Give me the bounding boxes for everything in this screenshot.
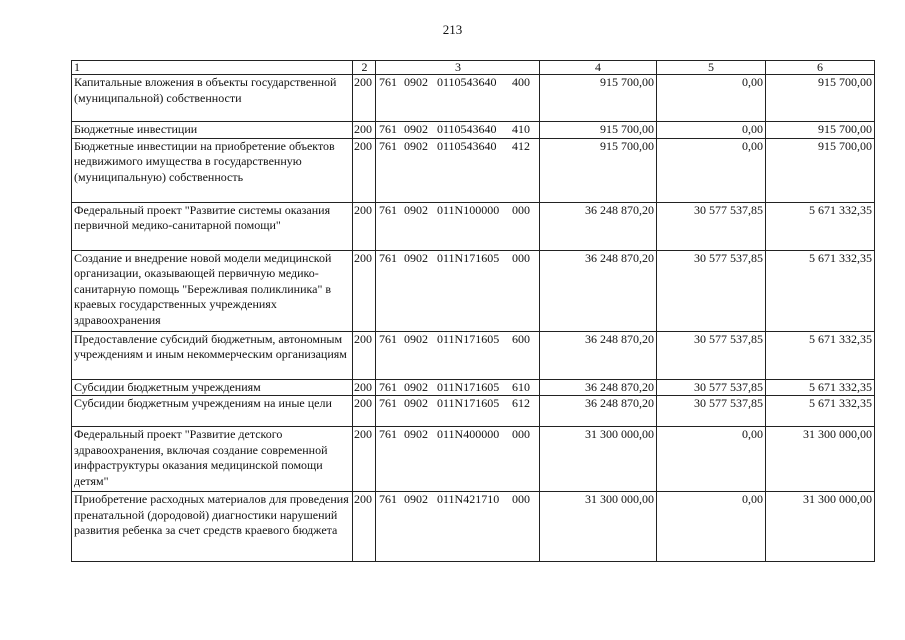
row-amount-federal: 30 577 537,85 [657, 396, 766, 427]
row-code-chapter: 200 [353, 396, 376, 427]
row-code-chapter: 200 [353, 122, 376, 139]
row-amount-federal: 30 577 537,85 [657, 331, 766, 379]
row-name: Бюджетные инвестиции [72, 122, 353, 139]
code-part-3: 011N421710 [437, 492, 500, 507]
header-col-5: 5 [657, 61, 766, 75]
code-part-2: 0902 [404, 379, 428, 394]
row-amount-total: 31 300 000,00 [540, 427, 657, 492]
row-name: Субсидии бюджетным учреждениям на иные цели [72, 396, 353, 427]
row-classification-code [376, 331, 540, 379]
row-amount-regional: 915 700,00 [766, 122, 875, 139]
row-amount-total: 915 700,00 [540, 75, 657, 122]
row-amount-total: 36 248 870,20 [540, 331, 657, 379]
code-part-3: 011N400000 [437, 427, 500, 442]
row-name: Бюджетные инвестиции на приобретение объектов недвижимого имущества в государственную (муниципальную) собственность [72, 138, 353, 202]
row-amount-regional: 5 671 332,35 [766, 396, 875, 427]
code-part-2: 0902 [404, 331, 428, 346]
table-row [72, 331, 875, 379]
header-col-6: 6 [766, 61, 875, 75]
budget-table [71, 60, 875, 562]
code-part-3: 011N171605 [437, 379, 500, 394]
code-part-1: 761 [379, 75, 397, 89]
code-part-1: 761 [379, 379, 397, 394]
code-part-2: 0902 [404, 250, 428, 265]
code-part-2: 0902 [404, 396, 428, 411]
code-part-4: 000 [512, 202, 530, 217]
code-part-4: 412 [512, 138, 530, 153]
row-classification-code [376, 492, 540, 562]
row-classification-code [376, 122, 540, 139]
code-part-4: 000 [512, 492, 530, 507]
row-code-chapter: 200 [353, 427, 376, 492]
row-name: Предоставление субсидий бюджетным, автономным учреждениям и иным некоммерческим организациям [72, 331, 353, 379]
row-amount-total: 915 700,00 [540, 138, 657, 202]
table-row [72, 122, 875, 139]
header-col-4: 4 [540, 61, 657, 75]
row-classification-code [376, 396, 540, 427]
table-row [72, 396, 875, 427]
code-part-1: 761 [379, 331, 397, 346]
code-part-2: 0902 [404, 202, 428, 217]
row-amount-federal: 30 577 537,85 [657, 202, 766, 250]
row-amount-regional: 31 300 000,00 [766, 427, 875, 492]
code-part-3: 011N171605 [437, 396, 500, 411]
code-part-2: 0902 [404, 427, 428, 442]
code-part-1: 761 [379, 250, 397, 265]
code-part-2: 0902 [404, 122, 428, 136]
code-part-3: 0110543640 [437, 138, 497, 153]
row-amount-total: 31 300 000,00 [540, 492, 657, 562]
header-col-1: 1 [72, 61, 353, 75]
row-amount-federal: 0,00 [657, 75, 766, 122]
row-amount-regional: 5 671 332,35 [766, 202, 875, 250]
row-name: Приобретение расходных материалов для проведения пренатальной (дородовой) диагностики нарушений развития ребенка за счет средств краевого бюджета [72, 492, 353, 562]
code-part-2: 0902 [404, 138, 428, 153]
code-part-3: 011N171605 [437, 331, 500, 346]
row-amount-federal: 0,00 [657, 492, 766, 562]
code-part-2: 0902 [404, 75, 428, 89]
table-row [72, 250, 875, 331]
code-part-1: 761 [379, 396, 397, 411]
row-amount-total: 36 248 870,20 [540, 379, 657, 396]
row-name: Федеральный проект "Развитие детского здравоохранения, включая создание современной инфраструктуры оказания медицинской помощи детям" [72, 427, 353, 492]
table-row [72, 492, 875, 562]
row-amount-regional: 31 300 000,00 [766, 492, 875, 562]
row-classification-code [376, 138, 540, 202]
row-classification-code [376, 202, 540, 250]
row-amount-federal: 0,00 [657, 138, 766, 202]
row-code-chapter: 200 [353, 379, 376, 396]
row-amount-federal: 0,00 [657, 122, 766, 139]
row-name: Федеральный проект "Развитие системы оказания первичной медико-санитарной помощи" [72, 202, 353, 250]
code-part-1: 761 [379, 427, 397, 442]
table-row [72, 202, 875, 250]
row-code-chapter: 200 [353, 250, 376, 331]
code-part-4: 612 [512, 396, 530, 411]
row-amount-total: 915 700,00 [540, 122, 657, 139]
code-part-4: 600 [512, 331, 530, 346]
row-classification-code [376, 250, 540, 331]
row-amount-regional: 5 671 332,35 [766, 331, 875, 379]
row-classification-code [376, 427, 540, 492]
code-part-1: 761 [379, 122, 397, 136]
code-part-3: 011N100000 [437, 202, 500, 217]
code-part-4: 610 [512, 379, 530, 394]
row-amount-federal: 30 577 537,85 [657, 379, 766, 396]
table-row [72, 427, 875, 492]
row-code-chapter: 200 [353, 202, 376, 250]
row-code-chapter: 200 [353, 492, 376, 562]
row-name: Капитальные вложения в объекты государственной (муниципальной) собственности [72, 75, 353, 122]
code-part-4: 000 [512, 250, 530, 265]
row-amount-total: 36 248 870,20 [540, 396, 657, 427]
header-row [72, 61, 875, 75]
code-part-4: 400 [512, 75, 530, 89]
code-part-1: 761 [379, 202, 397, 217]
row-name: Создание и внедрение новой модели медицинской организации, оказывающей первичную медико-санитарную помощь "Бережливая поликлиника" в краевых государственных учреждениях здравоохранения [72, 250, 353, 331]
code-part-3: 0110543640 [437, 75, 497, 89]
row-code-chapter: 200 [353, 75, 376, 122]
page-number: 213 [442, 22, 463, 37]
row-code-chapter: 200 [353, 138, 376, 202]
code-part-1: 761 [379, 138, 397, 153]
code-part-2: 0902 [404, 492, 428, 507]
table-row [72, 379, 875, 396]
table-row [72, 138, 875, 202]
code-part-4: 410 [512, 122, 530, 136]
row-name: Субсидии бюджетным учреждениям [72, 379, 353, 396]
code-part-3: 0110543640 [437, 122, 497, 136]
row-amount-total: 36 248 870,20 [540, 202, 657, 250]
row-amount-total: 36 248 870,20 [540, 250, 657, 331]
header-col-3: 3 [376, 61, 540, 75]
row-classification-code [376, 75, 540, 122]
table-row [72, 75, 875, 122]
row-amount-regional: 915 700,00 [766, 75, 875, 122]
row-amount-regional: 5 671 332,35 [766, 379, 875, 396]
code-part-3: 011N171605 [437, 250, 500, 265]
code-part-1: 761 [379, 492, 397, 507]
header-col-2: 2 [353, 61, 376, 75]
row-amount-federal: 30 577 537,85 [657, 250, 766, 331]
row-classification-code [376, 379, 540, 396]
row-amount-federal: 0,00 [657, 427, 766, 492]
row-amount-regional: 5 671 332,35 [766, 250, 875, 331]
code-part-4: 000 [512, 427, 530, 442]
row-code-chapter: 200 [353, 331, 376, 379]
row-amount-regional: 915 700,00 [766, 138, 875, 202]
